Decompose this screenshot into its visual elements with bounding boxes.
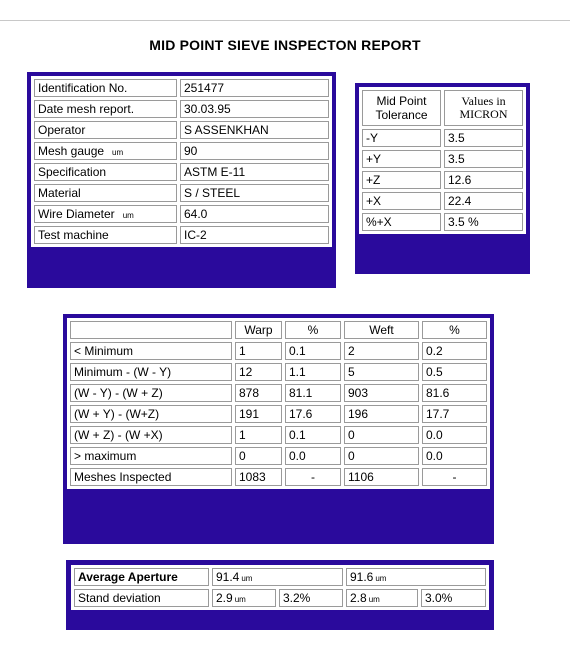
distribution-row-label: (W + Z) - (W +X)	[70, 426, 232, 444]
identification-label-cell	[34, 79, 177, 97]
average-aperture-warp	[212, 568, 343, 586]
distribution-row-label: Meshes Inspected	[70, 468, 232, 486]
identification-value: 30.03.95	[180, 100, 329, 118]
identification-row	[34, 100, 329, 118]
tolerance-row	[362, 213, 523, 231]
identification-panel	[27, 72, 336, 288]
identification-label-cell	[34, 121, 177, 139]
distribution-cell: 0	[344, 426, 419, 444]
identification-row	[34, 205, 329, 223]
standard-deviation-weft-value: 2.8	[350, 591, 367, 605]
tolerance-header-value-line1: Values in	[461, 94, 506, 108]
identification-label: Material	[38, 186, 81, 200]
average-aperture-label: Average Aperture	[74, 568, 209, 586]
identification-value: IC-2	[180, 226, 329, 244]
identification-label-cell	[34, 226, 177, 244]
distribution-cell: 191	[235, 405, 282, 423]
identification-row	[34, 163, 329, 181]
average-aperture-weft-value: 91.6	[350, 570, 374, 584]
distribution-cell: 0.1	[285, 342, 341, 360]
standard-deviation-label: Stand deviation	[74, 589, 209, 607]
standard-deviation-weft-percent: 3.0%	[421, 589, 486, 607]
tolerance-header-label	[362, 90, 441, 126]
standard-deviation-warp-percent: 3.2%	[279, 589, 343, 607]
tolerance-row	[362, 171, 523, 189]
identification-table	[31, 76, 332, 247]
identification-row	[34, 121, 329, 139]
identification-label: Specification	[38, 165, 107, 179]
distribution-cell: 81.1	[285, 384, 341, 402]
page-title: MID POINT SIEVE INSPECTON REPORT	[149, 37, 421, 53]
distribution-cell: 903	[344, 384, 419, 402]
tolerance-value: 3.5	[444, 150, 523, 168]
distribution-header-cell	[70, 321, 232, 339]
distribution-row	[70, 468, 487, 486]
standard-deviation-warp-value: 2.9	[216, 591, 233, 605]
distribution-row	[70, 363, 487, 381]
average-aperture-weft	[346, 568, 486, 586]
identification-value: S / STEEL	[180, 184, 329, 202]
identification-value: 90	[180, 142, 329, 160]
standard-deviation-weft-unit: um	[368, 595, 380, 604]
identification-label-cell	[34, 100, 177, 118]
tolerance-value: 3.5	[444, 129, 523, 147]
distribution-row-label: (W + Y) - (W+Z)	[70, 405, 232, 423]
tolerance-header-value	[444, 90, 523, 126]
distribution-cell: 5	[344, 363, 419, 381]
identification-row	[34, 226, 329, 244]
distribution-cell: 12	[235, 363, 282, 381]
distribution-cell: 1	[235, 426, 282, 444]
distribution-cell: 1	[235, 342, 282, 360]
tolerance-label: +X	[362, 192, 441, 210]
distribution-panel	[63, 314, 494, 544]
tolerance-label: %+X	[362, 213, 441, 231]
tolerance-value: 22.4	[444, 192, 523, 210]
identification-label: Test machine	[38, 228, 109, 242]
tolerance-header-row	[362, 90, 523, 126]
identification-label-cell	[34, 142, 177, 160]
distribution-row-label: (W - Y) - (W + Z)	[70, 384, 232, 402]
identification-label-cell	[34, 205, 177, 223]
identification-value: 251477	[180, 79, 329, 97]
standard-deviation-warp	[212, 589, 276, 607]
tolerance-value: 3.5 %	[444, 213, 523, 231]
distribution-cell: 81.6	[422, 384, 487, 402]
distribution-row-label: < Minimum	[70, 342, 232, 360]
standard-deviation-row	[74, 589, 486, 607]
distribution-cell: 17.6	[285, 405, 341, 423]
tolerance-label: +Y	[362, 150, 441, 168]
tolerance-row	[362, 129, 523, 147]
distribution-cell: -	[285, 468, 341, 486]
aperture-table	[71, 565, 489, 610]
identification-row	[34, 79, 329, 97]
tolerance-label: +Z	[362, 171, 441, 189]
distribution-cell: 17.7	[422, 405, 487, 423]
identification-value: ASTM E-11	[180, 163, 329, 181]
average-aperture-warp-unit: um	[241, 574, 253, 583]
distribution-cell: 0	[235, 447, 282, 465]
distribution-header-cell: %	[422, 321, 487, 339]
identification-unit: um	[112, 148, 124, 157]
identification-label: Operator	[38, 123, 86, 137]
aperture-panel	[66, 560, 494, 630]
identification-label: Mesh gauge	[38, 144, 105, 158]
tolerance-panel	[355, 83, 530, 274]
distribution-header-cell: %	[285, 321, 341, 339]
average-aperture-row	[74, 568, 486, 586]
identification-row	[34, 142, 329, 160]
distribution-row-label: > maximum	[70, 447, 232, 465]
distribution-cell: 0	[344, 447, 419, 465]
distribution-header-cell: Warp	[235, 321, 282, 339]
distribution-cell: 0.0	[285, 447, 341, 465]
distribution-cell: 0.1	[285, 426, 341, 444]
distribution-row	[70, 342, 487, 360]
distribution-cell: 1.1	[285, 363, 341, 381]
distribution-table	[67, 318, 490, 489]
distribution-cell: 2	[344, 342, 419, 360]
average-aperture-weft-unit: um	[375, 574, 387, 583]
top-divider	[0, 20, 570, 21]
tolerance-value: 12.6	[444, 171, 523, 189]
average-aperture-warp-value: 91.4	[216, 570, 240, 584]
standard-deviation-warp-unit: um	[234, 595, 246, 604]
tolerance-label: -Y	[362, 129, 441, 147]
distribution-row	[70, 447, 487, 465]
distribution-cell: 0.0	[422, 447, 487, 465]
tolerance-row	[362, 150, 523, 168]
distribution-cell: 0.0	[422, 426, 487, 444]
tolerance-header-label-line1: Mid Point	[376, 94, 427, 108]
identification-label: Date mesh report.	[38, 102, 135, 116]
distribution-row	[70, 426, 487, 444]
tolerance-row	[362, 192, 523, 210]
identification-value: 64.0	[180, 205, 329, 223]
distribution-row	[70, 384, 487, 402]
identification-row	[34, 184, 329, 202]
distribution-row-label: Minimum - (W - Y)	[70, 363, 232, 381]
distribution-cell: 878	[235, 384, 282, 402]
distribution-cell: 1083	[235, 468, 282, 486]
identification-value: S ASSENKHAN	[180, 121, 329, 139]
distribution-cell: 0.5	[422, 363, 487, 381]
distribution-row	[70, 405, 487, 423]
standard-deviation-weft	[346, 589, 418, 607]
tolerance-header-value-line2: MICRON	[459, 107, 508, 121]
identification-label: Wire Diameter	[38, 207, 115, 221]
distribution-cell: 196	[344, 405, 419, 423]
identification-unit: um	[122, 211, 134, 220]
tolerance-header-label-line2: Tolerance	[375, 108, 428, 122]
distribution-header-cell: Weft	[344, 321, 419, 339]
distribution-cell: 1106	[344, 468, 419, 486]
distribution-cell: -	[422, 468, 487, 486]
tolerance-table	[359, 87, 526, 234]
distribution-cell: 0.2	[422, 342, 487, 360]
identification-label-cell	[34, 163, 177, 181]
identification-label-cell	[34, 184, 177, 202]
distribution-header-row	[70, 321, 487, 339]
identification-label: Identification No.	[38, 81, 128, 95]
